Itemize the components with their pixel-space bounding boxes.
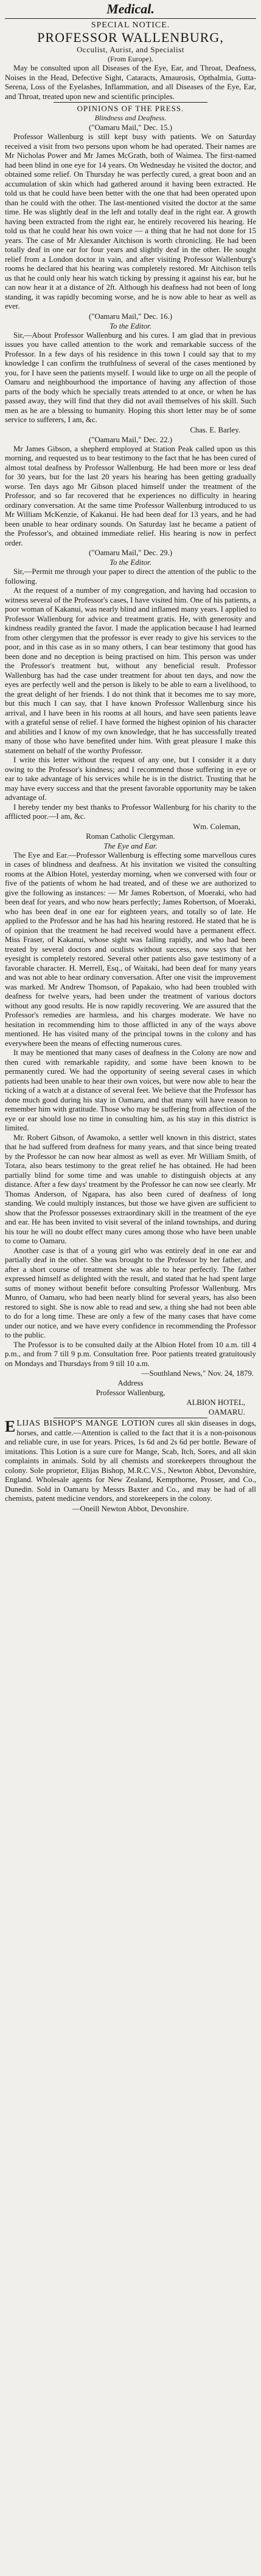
article-body-2 (5, 331, 256, 425)
notice-body: May be consulted upon all Diseases of the Eye, Ear, and Throat, Deafness, Noises in the Head, Defective Sight, Cataracts, Amaurosis, Opthalmia, Gutta-Serena, Loss of the Eyelashes, Inflammation, and all Diseases of the Eye, Ear, and Throat, treated upon new and scientific principles. (5, 64, 256, 101)
address-line: OAMARU. (208, 1408, 245, 1416)
signature-title: Roman Catholic Clergyman. (86, 832, 175, 841)
notice-name: PROFESSOR WALLENBURG, (37, 30, 224, 45)
address-line: ALBION HOTEL, (186, 1398, 245, 1407)
article-body-5 (5, 851, 256, 1369)
paragraph: I write this letter without the request of any one, but I consider it a duty owing to the Professor's kindness; and I recommend those suffering in eye or ear to take advantage of his services while he is in the district. Trusting that he may have every success and that the present favorable opportunity may be taken advantage of. (5, 756, 256, 802)
source-citation: ("Oamaru Mail," Dec. 22.) (89, 435, 172, 444)
newspaper-column (5, 1, 256, 2574)
article-body-4 (5, 567, 256, 822)
notice-origin: (From Europe). (108, 55, 153, 63)
signature: Chas. E. Barley. (190, 425, 240, 434)
signature: Wm. Coleman, (193, 822, 240, 831)
paragraph: Professor Wallenburg is still kept busy with patients. We on Saturday received a visit from two persons upon whom he had operated. Their names are Mr Nicholas Power and Mr James McGrath, both of Waimea. The first-named had been blind in one eye for 14 years. On Wednesday he visited the doctor, and obtained some relief. On Thursday he was perfectly cured, a great boon and an accumulation of skin which had gathered around it having been extracted. He told us that he could have been better with the one that had been operated upon than he could with the other. The last-mentioned visited the doctor at the same time. He was slightly deaf in the left and totally deaf in the right ear. A growth having been extracted from the right ear, he entirely recovered his hearing. He told us that he could hear his own voice — a thing that he had not done for 15 years. The case of Mr Alexander Aitchison is worth chronicling. He had been totally deaf in one ear for four years and slightly deaf in the other. He sought relief from a London doctor in vain, and after visiting Professor Wallenburg's rooms he declared that his hearing was completely restored. Mr Aitchison tells us that he could only hear his watch ticking by pressing it against his ear, but he can now hear it at a distance of 2ft. Although his deafness had not been of long standing, it was rapidly becoming worse, and he is now able to hear as well as ever. (5, 132, 256, 310)
notice-titles: Occulist, Aurist, and Specialist (77, 45, 184, 54)
ad-headline: LIJAS BISHOP'S MANGE LOTION (16, 1419, 155, 1428)
source-citation: ("Oamaru Mail," Dec. 29.) (89, 548, 172, 557)
article-body-3 (5, 445, 256, 548)
divider (5, 18, 256, 19)
divider (54, 102, 207, 103)
letter-caption: To the Editor. (110, 321, 151, 330)
paragraph: Mr James Gibson, a shepherd employed at Station Peak called upon us this morning, and requested us to bear testimony to the fact that he has been cured of almost total deafness by Professor Wallenburg. He had been more or less deaf for 30 years, but for the last 20 years his hearing has been getting gradually worse. Ten days ago Mr Gibson placed himself under the treatment of the Professor, and so far recovered that he experiences no difficulty in hearing ordinary conversation. At the same time Professor Wallenburg introduced to us Mr William McKenzie, of Kakanui. He had been deaf for 13 years, and he had been unable to hear ordinary sounds. On Saturday last he became a patient of the Professor's, and obtained immediate relief. His hearing is now in perfect order. (5, 444, 256, 547)
opinions-subheading: Blindness and Deafness. (94, 114, 167, 122)
paragraph: I hereby tender my best thanks to Professor Wallenburg for his charity to the afflicted poor.—I am, &c. (5, 802, 256, 821)
paragraph: Sir,—About Professor Wallenburg and his cures. I am glad that in previous issues you have called attention to the work and remarkable success of the Professor. In a few days of his residence in this town I could say that to my knowledge I can confirm the truthfulness of several of the cases mentioned by you, for I have seen the patients myself. I would like to urge on all the people of Oamaru and neighbourhood the importance of having any affection of those parts of the body which he specially treats attended to at once, or when he has passed away, they will find that they did not avail themselves of his skill. Such men as he are a blessing to humanity. Hoping this short letter may be of some service to sufferers, I am, &c. (5, 330, 256, 424)
source-citation: ("Oamaru Mail," Dec. 15.) (89, 123, 172, 132)
ad-footer: —Oneill Newton Abbot, Devonshire. (72, 1504, 189, 1513)
paragraph: At the request of a number of my congregation, and having had occasion to witness several of the Professor's cases, I have visited him. One of his patients, a poor woman of Kakanui, was nearly blind and inflamed many years. I applied to Professor Wallenburg for advice and treatment gratis. He, with generosity and kindness readily granted the favor. I made the application because I had learned from other clergymen that the professor is ever ready to give his services to the poor, and in this case as in so many others, I can bear testimony that good has been done and no deception is being practised on him. This person was under the Professor's treatment but, without any beneficial result. Professor Wallenburg has had the case under treatment for about ten days, and now the eyes are perfectly well and the person is likely to be able to earn a livelihood, to the great delight of her friends. I do not think that it becomes me to say more, but this much I can say, that I have known Professor Wallenburg since his arrival, and I have been in his rooms at all hours, and have seen patients leave with a grateful sense of relief. I have formed the highest opinion of his character and abilities and I know of my own knowledge, that he has successfully treated many of those who have benefited under him. With great pleasure I make this statement on behalf of the worthy Professor. (5, 586, 256, 755)
address-prefix: Professor Wallenburg, (96, 1389, 165, 1397)
paragraph: Sir,—Permit me through your paper to direct the attention of the public to the following. (5, 567, 256, 586)
letter-caption: To the Editor. (110, 558, 151, 567)
section-masthead: Medical. (106, 1, 155, 16)
drop-cap: E (5, 1418, 16, 1435)
ad-body: cures all skin diseases in dogs, horses, and cattle.—Attention is called to the fact that it is a non-poisonous and reliable cure, in use for years. Prices, 1s 6d and 2s 6d per bottle. Beware of imitations. This Lotion is a sure cure for Mange, Scab, Itch, Sores, and all skin complaints in animals. Sold by all chemists and storekeepers throughout the colony. Sole proprietor, Elijas Bishop, M.R.C.V.S., Newton Abbot, Devonshire, England. Wholesale agents for New Zealand, Kempthorne, Prosser, and Co., Dunedin. Sold in Oamaru by Messrs Baxter and Co., and may be had of all chemists, patent medicine vendors, and storekeepers in the colony. (5, 1419, 256, 1503)
paragraph: The Eye and Ear.—Professor Wallenburg is effecting some marvellous cures in cases of blindness and deafness. At his invitation we visited the consulting rooms at the Albion Hotel, yesterday morning, when we conversed with four or five of the patients of whom he had treated, and of these we are authorized to give the following as instances: — Mr James Robertson, of Moeraki, who had been deaf for years, and who now hears perfectly; James Robertson, of Moeraki, who has been deaf in one ear for eighteen years, and totally so of late. He applied to the Professor and he has had his hearing restored. He stated that he is of opinion that the treatment he had received would have a permanent effect. Miss Fraser, of Kakanui, whose sight was failing rapidly, and who had been treated by several doctors and oculists without success, now says that her eyesight is completely restored. Several other patients also gave testimony of a favorable character. H. Merrell, Esq., of Waitaki, had been deaf for many years and was not able to hear ordinary conversation. After one visit the improvement was marked. Mr Andrew Thomson, of Papakaio, who had been troubled with deafness for twelve years, had been under the treatment of various doctors without any good results. He is now rapidly recovering. We are assured that the Professor's remedies are harmless, and his charges moderate. We have no hesitation in recommending him to those afflicted in any of the ways above mentioned. He has visited many of the principal towns in the colony and has everywhere been the means of effecting numerous cures. (5, 850, 256, 1048)
source-citation: —Southland News," Nov. 24, 1879. (141, 1369, 254, 1378)
paragraph: The Professor is to be consulted daily at the Albion Hotel from 10 a.m. till 4 p.m., and from 7 till 9 p.m. Consultation free. Poor patients treated gratuitously on Mondays and Thursdays from 9 till 10 a.m. (5, 1340, 256, 1368)
opinions-heading: OPINIONS OF THE PRESS. (77, 104, 184, 113)
article-body-1 (5, 132, 256, 312)
paragraph: It may be mentioned that many cases of deafness in the Colony are now and then cured with remarkable rapidity, and some have been known to be permanently cured. We had the opportunity of seeing several cases in which patients had been unable to hear their own voices, but were now able to hear the ticking of a watch at a distance of several feet. We believe that the Professor has done much good during his stay in Oamaru, and that many will have reason to remember him with gratitude. Those who may be suffering from affection of the eye or ear should lose no time in consulting him, as his stay in this district is limited. (5, 1048, 256, 1132)
paragraph: Another case is that of a young girl who was entirely deaf in one ear and partially deaf in the other. She was brought to the Professor by her father, and after a short course of treatment she was able to hear perfectly. The father expressed himself as delighted with the result, and stated that he had spent large sums of money without benefit before consulting Professor Wallenburg. Mrs Munro, of Oamaru, who had been nearly blind for several years, has also been restored to sight. She is now able to read and sew, a thing she had not been able to do for a long time. These are only a few of the many cases that have come under our notice, and we have every confidence in recommending the Professor to the public. (5, 1246, 256, 1339)
article-caption: The Eye and Ear. (103, 841, 158, 850)
advertisement (5, 1419, 256, 1504)
source-citation: ("Oamaru Mail," Dec. 16.) (89, 312, 172, 321)
paragraph: Mr. Robert Gibson, of Awamoko, a settler well known in this district, states that he had suffered from deafness for many years, and that since being treated by the Professor he can now hear almost as well as ever. Mr William Smith, of Totara, also bears testimony to the great relief he has obtained. He had been partially blind for some time and was unable to distinguish objects at any distance. After a few days' treatment by the Professor he can now see clearly. Mr Thomas Anderson, of Ngapara, has also been cured of deafness of long standing. We could multiply instances, but those we have given are sufficient to show that the Professor possesses extraordinary skill in the treatment of the eye and ear. He has been invited to visit several of the inland townships, and during his tour he will no doubt effect many cures among those who have been unable to come to Oamaru. (5, 1133, 256, 1245)
notice-heading: SPECIAL NOTICE. (91, 21, 170, 30)
address-caption: Address (117, 1379, 144, 1387)
